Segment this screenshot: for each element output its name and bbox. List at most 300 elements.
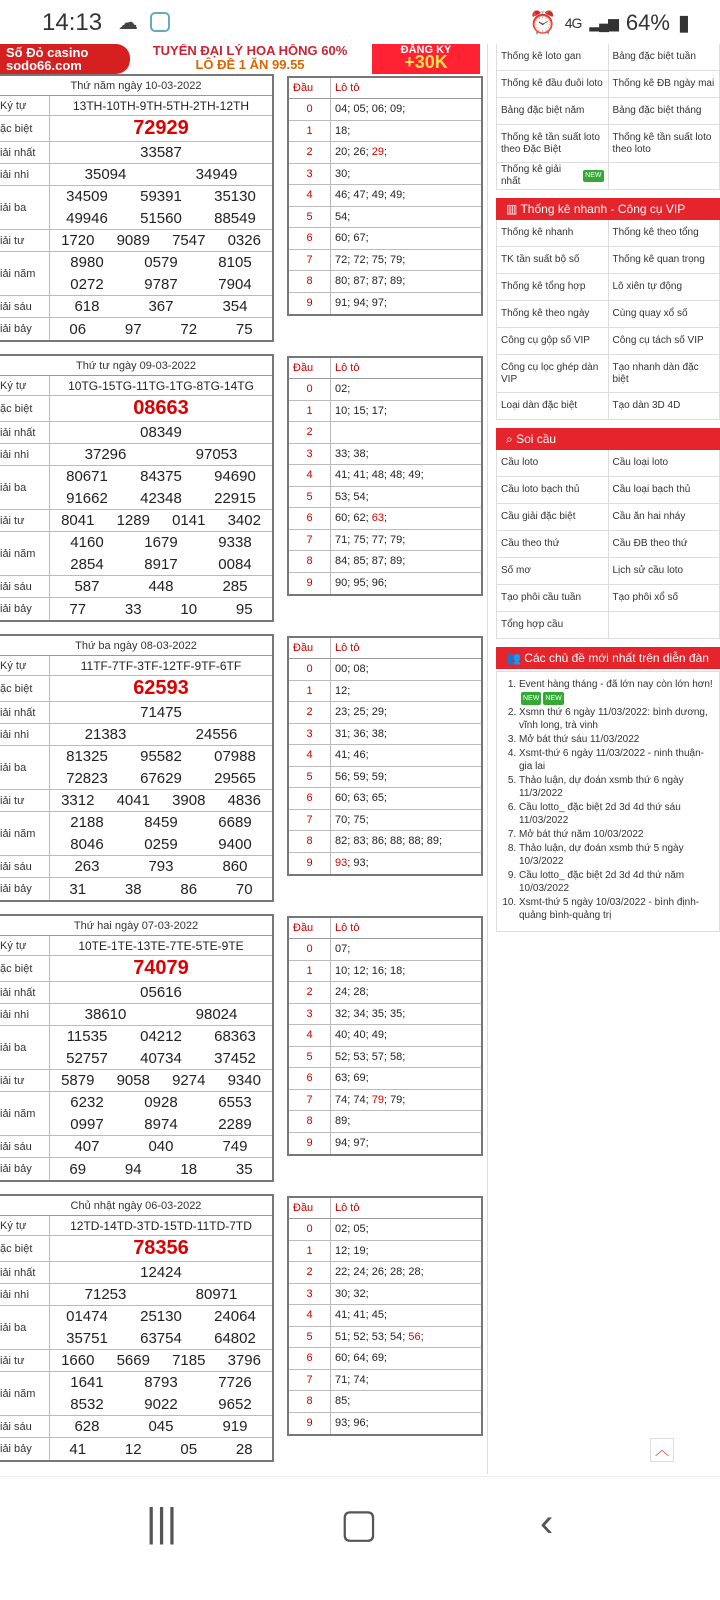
prize-row-nhi: [0, 724, 272, 746]
prize-values: [50, 1236, 272, 1261]
weather-icon: ☁: [118, 12, 138, 34]
loto-header: [289, 638, 481, 659]
loto-row: [289, 551, 481, 573]
prize-label: ặc biệt: [0, 676, 50, 701]
prize-values: [50, 1158, 272, 1180]
loto-head-digit: 8: [289, 271, 331, 292]
forum-header: [496, 647, 720, 669]
prize-number: 367: [148, 298, 174, 315]
prize-number: 628: [74, 1418, 100, 1435]
scroll-top-button[interactable]: ︿: [650, 1438, 674, 1462]
prize-label: Ký tự: [0, 376, 50, 395]
prize-row-nhi: [0, 1004, 272, 1026]
prize-row-nhi: [0, 1284, 272, 1306]
prize-number: 08663: [133, 397, 189, 419]
sidebar-link[interactable]: Thống kê tần suất loto theo Đặc Biệt: [497, 125, 609, 163]
prize-values: [50, 532, 272, 575]
sidebar-link[interactable]: Bảng đặc biệt tuần: [609, 44, 720, 71]
loto-header-label: Lô tô: [335, 362, 360, 374]
loto-table: [287, 1196, 483, 1436]
prize-values: [50, 1306, 272, 1349]
loto-numbers: 22; 24; 26; 28; 28;: [335, 1266, 424, 1279]
soi-cau-links-grid: [496, 450, 720, 639]
soi-cau-title: Soi cầu: [516, 432, 557, 446]
draw-date: Chủ nhật ngày 06-03-2022: [0, 1196, 272, 1216]
prize-label: iải năm: [0, 1092, 50, 1135]
prize-number: 1720: [61, 232, 95, 249]
prize-label: Ký tự: [0, 96, 50, 115]
home-button[interactable]: ▢: [340, 1502, 378, 1546]
prize-number: 22915: [214, 489, 256, 507]
loto-numbers: 84; 85; 87; 89;: [335, 555, 406, 568]
loto-numbers: 60; 62; 63;: [335, 512, 388, 525]
result-table: [0, 1194, 274, 1462]
sidebar-link[interactable]: Số mơ: [497, 558, 609, 585]
prize-label: iải sáu: [0, 576, 50, 597]
status-bar: [0, 0, 720, 46]
sidebar-link[interactable]: Thống kê tổng hợp: [497, 274, 609, 301]
result-table: [0, 914, 274, 1182]
loto-head-digit: 6: [289, 228, 331, 249]
loto-head-digit: 1: [289, 961, 331, 982]
prize-label: iải năm: [0, 1372, 50, 1415]
prize-row-sau: [0, 856, 272, 878]
loto-row: [289, 185, 481, 207]
sidebar-link[interactable]: Công cụ gộp số VIP: [497, 328, 609, 355]
sidebar-link[interactable]: Cầu giải đặc biệt: [497, 504, 609, 531]
prize-number: 72823: [66, 769, 108, 787]
dau-header: Đầu: [289, 638, 331, 658]
loto-numbers: 63; 69;: [335, 1072, 369, 1085]
loto-numbers: 41; 46;: [335, 749, 369, 762]
prize-label: iải sáu: [0, 296, 50, 317]
loto-table: [287, 916, 483, 1156]
prize-number: 3796: [227, 1352, 261, 1369]
forum-topic-link[interactable]: 2. Xsmn thứ 6 ngày 11/03/2022: bình dương, vĩnh long, trà vinh: [519, 706, 713, 732]
prize-row-ky: [0, 1216, 272, 1236]
loto-row: [289, 422, 481, 444]
prize-values: [50, 724, 272, 745]
prize-row-db: [0, 116, 272, 142]
ad-banner[interactable]: [0, 44, 480, 74]
prize-row-bay: [0, 878, 272, 900]
loto-row: [289, 1305, 481, 1327]
prize-label: iải tư: [0, 510, 50, 531]
draw-date: Thứ tư ngày 09-03-2022: [0, 356, 272, 376]
loto-row: [289, 379, 481, 401]
loto-row: [289, 1348, 481, 1370]
loto-numbers: 93; 93;: [335, 857, 369, 870]
prize-number: 80671: [66, 468, 108, 486]
prize-number: 77: [69, 600, 87, 618]
prize-label: iải năm: [0, 812, 50, 855]
sidebar-link[interactable]: Tạo phôi cầu tuần: [497, 585, 609, 612]
prize-number: 618: [74, 298, 100, 315]
sidebar-link[interactable]: Bảng đặc biệt tháng: [609, 98, 720, 125]
loto-row: [289, 293, 481, 315]
loto-head-digit: 8: [289, 1391, 331, 1412]
loto-numbers: 04; 05; 06; 09;: [335, 103, 406, 116]
prize-number: 7547: [172, 232, 206, 249]
loto-header-label: Lô tô: [335, 82, 360, 94]
prize-number: 6689: [218, 814, 252, 832]
new-badge: NEW: [583, 170, 603, 182]
loto-head-digit: 8: [289, 551, 331, 572]
forum-topic-link[interactable]: 6. Cầu lotto_ đặc biệt 2d 3d 4d thứ sáu 11/03/2022: [519, 801, 713, 827]
prize-number: 040: [148, 1138, 174, 1155]
prize-number: 5669: [116, 1352, 150, 1369]
loto-row: [289, 121, 481, 143]
loto-row: [289, 788, 481, 810]
prize-row-ba: [0, 1026, 272, 1070]
soi-cau-header: [496, 428, 720, 450]
prize-number: 86: [180, 880, 198, 898]
loto-numbers: 85;: [335, 1395, 351, 1408]
loto-head-digit: 9: [289, 1413, 331, 1435]
battery-icon: ▮: [677, 10, 690, 35]
prize-values: [50, 296, 272, 317]
loto-head-digit: 8: [289, 1111, 331, 1132]
prize-number: 33: [124, 600, 142, 618]
loto-header: [289, 1198, 481, 1219]
prize-values: [50, 856, 272, 877]
prize-row-nhat: [0, 422, 272, 444]
sidebar-link[interactable]: Lịch sử cầu loto: [609, 558, 720, 585]
prize-label: iải nhất: [0, 1262, 50, 1283]
prize-row-bay: [0, 1158, 272, 1180]
prize-number: 33587: [140, 144, 182, 161]
sidebar-link[interactable]: Thống kê đầu đuôi loto: [497, 71, 609, 98]
prize-row-tu: [0, 1350, 272, 1372]
loto-head-digit: 3: [289, 164, 331, 185]
prize-number: 94: [124, 1160, 142, 1178]
prize-row-sau: [0, 296, 272, 318]
sidebar-link[interactable]: Loại dàn đặc biệt: [497, 393, 609, 420]
prize-values: [50, 1070, 272, 1091]
prize-label: iải bảy: [0, 318, 50, 340]
prize-number: 448: [148, 578, 174, 595]
loto-head-digit: 3: [289, 444, 331, 465]
sidebar-link[interactable]: Cầu loto bạch thủ: [497, 477, 609, 504]
sidebar-link[interactable]: Thống kê tần suất loto theo loto: [609, 125, 720, 163]
prize-number: 24064: [214, 1308, 256, 1326]
prize-row-sau: [0, 576, 272, 598]
prize-number: 68363: [214, 1028, 256, 1046]
forum-topic-link[interactable]: 5. Thảo luận, dự đoán xsmb thứ 6 ngày 11/3/2022: [519, 774, 713, 800]
prize-number: 35751: [66, 1329, 108, 1347]
sidebar-link[interactable]: Cầu theo thứ: [497, 531, 609, 558]
prize-row-nam: [0, 252, 272, 296]
loto-row: [289, 1327, 481, 1349]
loto-numbers: 46; 47; 49; 49;: [335, 189, 406, 202]
loto-header-label: Lô tô: [335, 922, 360, 934]
prize-row-nhat: [0, 982, 272, 1004]
prize-values: [50, 1372, 272, 1415]
prize-number: 34949: [195, 166, 238, 183]
forum-topics: [496, 671, 720, 932]
prize-label: iải nhì: [0, 444, 50, 465]
prize-row-nhi: [0, 444, 272, 466]
loto-row: [289, 745, 481, 767]
prize-values: [50, 1136, 272, 1157]
prize-number: 91662: [66, 489, 108, 507]
new-badge: NEW: [521, 692, 541, 705]
prize-number: 01474: [66, 1308, 108, 1326]
dau-header: Đầu: [289, 78, 331, 98]
sidebar-link[interactable]: Tổng hợp cầu: [497, 612, 609, 639]
loto-row: [289, 939, 481, 961]
prize-number: 24556: [195, 726, 238, 743]
prize-number: 18: [180, 1160, 198, 1178]
loto-row: [289, 1284, 481, 1306]
sidebar-link[interactable]: Cầu loto: [497, 450, 609, 477]
sidebar-link[interactable]: Công cụ lọc ghép dàn VIP: [497, 355, 609, 393]
prize-number: 860: [222, 858, 248, 875]
sidebar-link[interactable]: Thống kê loto gan: [497, 44, 609, 71]
prize-label: Ký tự: [0, 1216, 50, 1235]
loto-row: [289, 1219, 481, 1241]
loto-head-digit: 7: [289, 810, 331, 831]
prize-values: [50, 1350, 272, 1371]
prize-label: Ký tự: [0, 936, 50, 955]
prize-row-bay: [0, 318, 272, 340]
prize-number: 95: [235, 600, 253, 618]
prize-number: 587: [74, 578, 100, 595]
sidebar-link[interactable]: Bảng đặc biệt năm: [497, 98, 609, 125]
prize-values: [50, 1284, 272, 1305]
sidebar-link[interactable]: Thống kê quan trọng: [609, 247, 720, 274]
sidebar-link[interactable]: Cùng quay xổ số: [609, 301, 720, 328]
prize-row-ba: [0, 186, 272, 230]
sidebar-link[interactable]: Thống kê theo ngày: [497, 301, 609, 328]
loto-head-digit: 7: [289, 530, 331, 551]
prize-number: 045: [148, 1418, 174, 1435]
ad-bonus: +30K: [404, 52, 448, 72]
prize-number: 7726: [218, 1374, 252, 1392]
prize-label: iải ba: [0, 186, 50, 229]
sidebar-link[interactable]: Tạo nhanh dàn đặc biệt: [609, 355, 720, 393]
prize-number: 7904: [218, 275, 252, 293]
loto-row: [289, 853, 481, 875]
loto-head-digit: 7: [289, 1370, 331, 1391]
sidebar-link[interactable]: Công cụ tách số VIP: [609, 328, 720, 355]
prize-values: [50, 1416, 272, 1437]
prize-label: iải nhì: [0, 1004, 50, 1025]
prize-number: 9274: [172, 1072, 206, 1089]
prize-values: [50, 142, 272, 163]
prize-number: 8793: [144, 1374, 178, 1392]
prize-row-tu: [0, 510, 272, 532]
ad-logo: Số Đỏ casino sodo66.com: [0, 44, 130, 74]
prize-number: 10TG-15TG-11TG-1TG-8TG-14TG: [68, 378, 254, 393]
sidebar-link[interactable]: Cầu loại bạch thủ: [609, 477, 720, 504]
loto-numbers: 02;: [335, 383, 351, 396]
prize-values: [50, 656, 272, 675]
forum-topic-link[interactable]: 10. Xsmt-thứ 5 ngày 10/03/2022 - bình định-quảng bình-quảng trị: [519, 896, 713, 922]
prize-number: 919: [222, 1418, 248, 1435]
prize-number: 12424: [140, 1264, 182, 1281]
prize-row-ba: [0, 746, 272, 790]
prize-values: [50, 936, 272, 955]
loto-head-digit: 5: [289, 487, 331, 508]
prize-values: [50, 96, 272, 115]
forum-topic-link[interactable]: 3. Mở bát thứ sáu 11/03/2022: [519, 733, 713, 746]
loto-special-number: 56: [408, 1330, 421, 1343]
sidebar-link[interactable]: Thống kê nhanh: [497, 220, 609, 247]
sidebar: [496, 44, 720, 932]
prize-number: 38: [124, 880, 142, 898]
loto-row: [289, 1241, 481, 1263]
loto-numbers: 52; 53; 57; 58;: [335, 1050, 406, 1063]
prize-values: [50, 1092, 272, 1135]
loto-head-digit: 1: [289, 681, 331, 702]
loto-numbers: 89;: [335, 1115, 351, 1128]
prize-number: 95582: [140, 748, 182, 766]
sidebar-link[interactable]: Cầu ăn hai nháy: [609, 504, 720, 531]
loto-special-number: 63: [371, 512, 384, 525]
loto-numbers: 32; 34; 35; 35;: [335, 1007, 406, 1020]
prize-label: iải nhất: [0, 422, 50, 443]
vip-tools-header: [496, 198, 720, 220]
loto-header: [289, 918, 481, 939]
forum-title: Các chủ đề mới nhất trên diễn đàn: [524, 651, 709, 665]
prize-row-db: [0, 956, 272, 982]
forum-topic-link[interactable]: 4. Xsmt-thứ 6 ngày 11/03/2022 - ninh thuận-gia lai: [519, 747, 713, 773]
prize-number: 67629: [140, 769, 182, 787]
prize-number: 0272: [70, 275, 104, 293]
loto-row: [289, 724, 481, 746]
prize-number: 97053: [195, 446, 238, 463]
loto-numbers: 90; 95; 96;: [335, 577, 387, 590]
prize-number: 6553: [218, 1094, 252, 1112]
prize-values: [50, 956, 272, 981]
prize-number: 0579: [144, 254, 178, 272]
prize-number: 62593: [133, 677, 189, 699]
prize-row-nhi: [0, 164, 272, 186]
forum-topic-link[interactable]: 9. Cầu lotto_ đặc biệt 2d 3d 4d thứ năm 10/03/2022: [519, 869, 713, 895]
loto-numbers: 20; 26; 29;: [335, 146, 388, 159]
loto-head-digit: 6: [289, 788, 331, 809]
prize-values: [50, 318, 272, 340]
app-notification-icon: [150, 12, 170, 32]
forum-topic-link[interactable]: 1. Event hàng tháng - đã lớn nay còn lớn hơn!NEW NEW: [519, 678, 713, 705]
loto-row: [289, 271, 481, 293]
prize-number: 0259: [144, 835, 178, 853]
prize-values: [50, 230, 272, 251]
loto-row: [289, 961, 481, 983]
sidebar-link[interactable]: Thống kê giải nhất NEW: [497, 163, 609, 190]
prize-row-tu: [0, 1070, 272, 1092]
prize-label: iải ba: [0, 1306, 50, 1349]
forum-topic-link[interactable]: 8. Thảo luận, dự đoán xsmb thứ 5 ngày 10/3/2022: [519, 842, 713, 868]
prize-number: 11TF-7TF-3TF-12TF-9TF-6TF: [80, 658, 242, 673]
loto-head-digit: 0: [289, 99, 331, 120]
prize-label: iải sáu: [0, 1416, 50, 1437]
prize-number: 38610: [84, 1006, 127, 1023]
prize-values: [50, 252, 272, 295]
loto-head-digit: 2: [289, 702, 331, 723]
loto-head-digit: 4: [289, 185, 331, 206]
prize-number: 05: [180, 1440, 198, 1458]
loto-row: [289, 1004, 481, 1026]
loto-head-digit: 7: [289, 1090, 331, 1111]
prize-number: 52757: [66, 1049, 108, 1067]
prize-row-nam: [0, 1372, 272, 1416]
prize-row-bay: [0, 1438, 272, 1460]
sidebar-link[interactable]: TK tần suất bộ số: [497, 247, 609, 274]
sidebar-link[interactable]: Lô xiên tự động: [609, 274, 720, 301]
loto-header-label: Lô tô: [335, 1202, 360, 1214]
loto-head-digit: 2: [289, 422, 331, 443]
loto-head-digit: 6: [289, 1348, 331, 1369]
ad-register-button[interactable]: [372, 44, 480, 74]
loto-numbers: 10; 12; 16; 18;: [335, 964, 406, 977]
prize-label: iải sáu: [0, 856, 50, 877]
prize-number: 8974: [144, 1115, 178, 1133]
prize-number: 3312: [61, 792, 95, 809]
loto-row: [289, 228, 481, 250]
prize-number: 9089: [116, 232, 150, 249]
loto-numbers: 74; 74; 79; 79;: [335, 1093, 406, 1106]
recent-apps-button[interactable]: |||: [146, 1501, 178, 1545]
sidebar-link[interactable]: Thống kê ĐB ngày mai: [609, 71, 720, 98]
loto-header: [289, 358, 481, 379]
sidebar-link[interactable]: Tạo dàn 3D 4D: [609, 393, 720, 420]
prize-number: 25130: [140, 1308, 182, 1326]
loto-row: [289, 1262, 481, 1284]
prize-number: 4836: [227, 792, 261, 809]
sidebar-link[interactable]: Tạo phôi xổ số: [609, 585, 720, 612]
prize-values: [50, 116, 272, 141]
prize-number: 9652: [218, 1395, 252, 1413]
forum-topic-link[interactable]: 7. Mở bát thứ năm 10/03/2022: [519, 828, 713, 841]
prize-label: ặc biệt: [0, 1236, 50, 1261]
prize-values: [50, 376, 272, 395]
prize-number: 21383: [84, 726, 127, 743]
prize-number: 9400: [218, 835, 252, 853]
prize-label: iải tư: [0, 790, 50, 811]
loto-numbers: 02; 05;: [335, 1223, 369, 1236]
loto-numbers: 60; 67;: [335, 232, 369, 245]
loto-row: [289, 810, 481, 832]
clock: 14:13: [42, 9, 103, 36]
back-button[interactable]: ‹: [540, 1501, 554, 1545]
prize-values: [50, 790, 272, 811]
prize-label: iải nhì: [0, 164, 50, 185]
prize-number: 49946: [66, 209, 108, 227]
prize-number: 3402: [227, 512, 261, 529]
sidebar-link[interactable]: Cầu loại loto: [609, 450, 720, 477]
loto-head-digit: 2: [289, 982, 331, 1003]
sidebar-link[interactable]: Cầu ĐB theo thứ: [609, 531, 720, 558]
prize-row-nam: [0, 812, 272, 856]
loto-row: [289, 1133, 481, 1155]
loto-head-digit: 1: [289, 401, 331, 422]
loto-numbers: 24; 28;: [335, 986, 369, 999]
prize-label: iải nhất: [0, 702, 50, 723]
prize-row-bay: [0, 598, 272, 620]
sidebar-link[interactable]: Thống kê theo tổng: [609, 220, 720, 247]
prize-number: 72: [180, 320, 198, 338]
prize-number: 64802: [214, 1329, 256, 1347]
prize-number: 0997: [70, 1115, 104, 1133]
loto-numbers: 56; 59; 59;: [335, 770, 387, 783]
prize-number: 88549: [214, 209, 256, 227]
prize-values: [50, 396, 272, 421]
loto-head-digit: 5: [289, 1047, 331, 1068]
loto-header: [289, 78, 481, 99]
prize-label: iải tư: [0, 230, 50, 251]
